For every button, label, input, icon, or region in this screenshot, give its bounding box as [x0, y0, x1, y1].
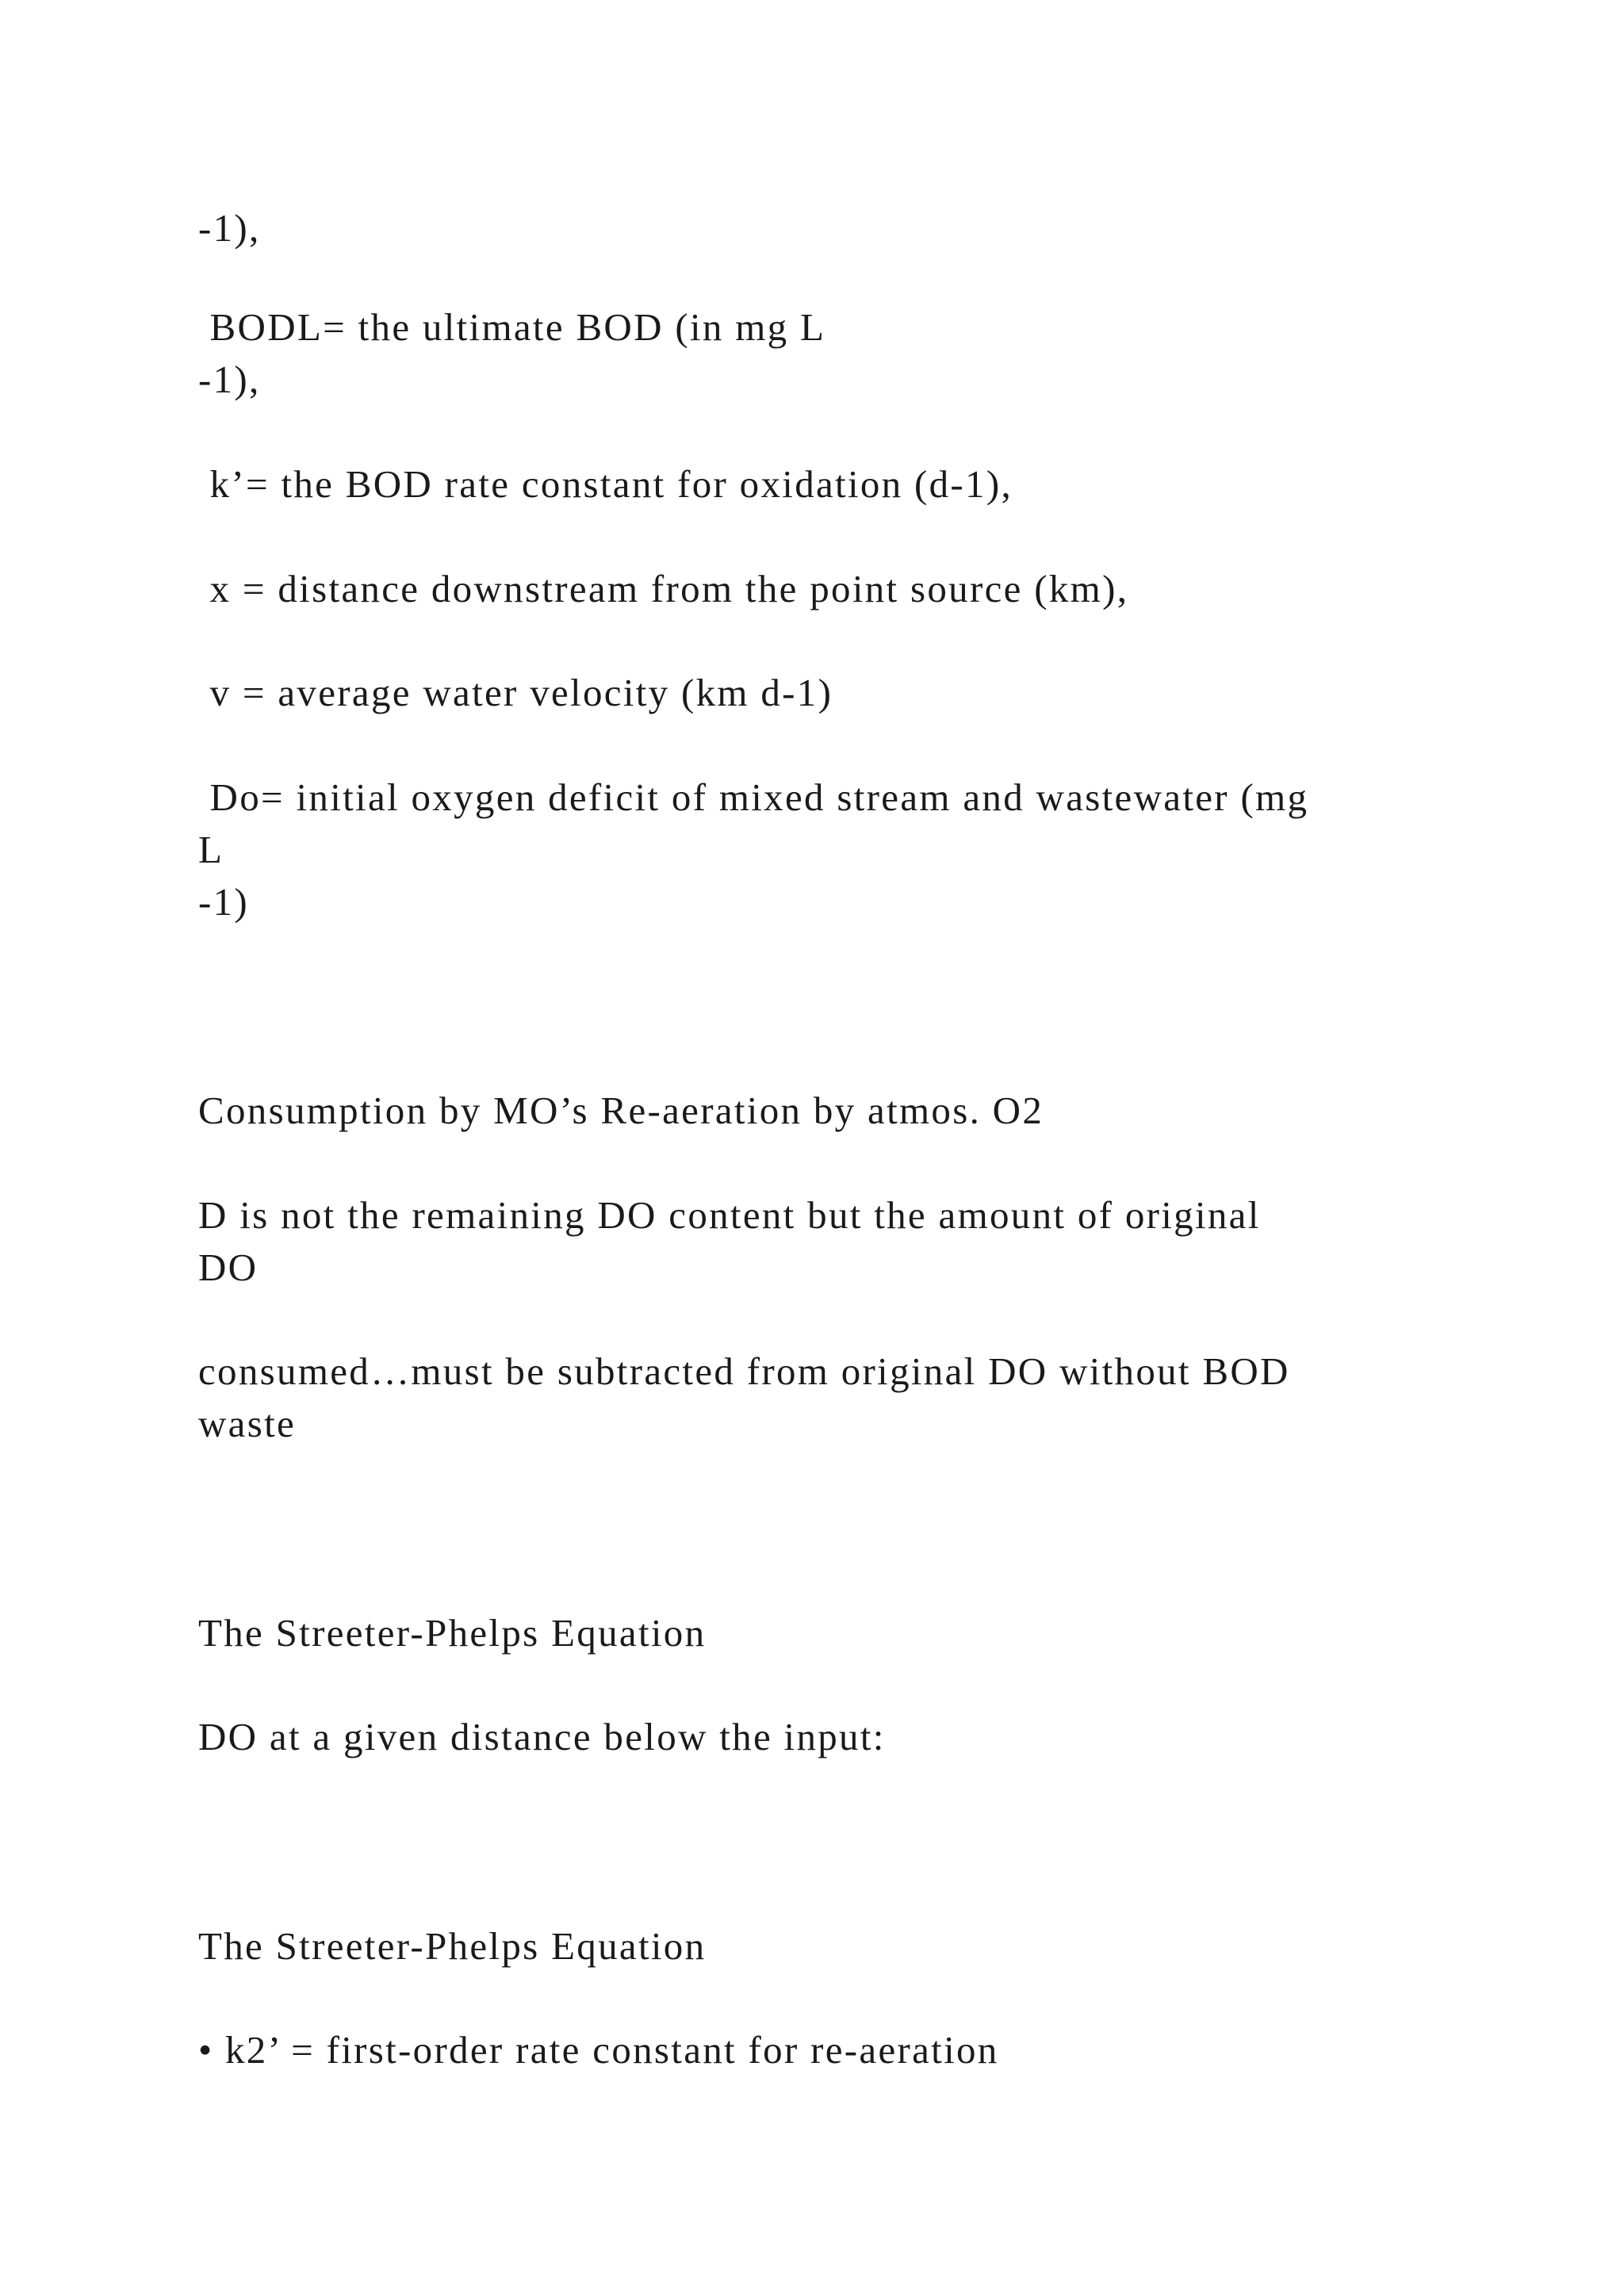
text-line: x = distance downstream from the point source (km), [198, 567, 1129, 610]
bullet-item: • k2’ = first-order rate constant for re-aeration [198, 2028, 999, 2072]
text-line: -1), [198, 358, 261, 401]
text-line: DO [198, 1246, 259, 1289]
text-line: D is not the remaining DO content but the amount of original [198, 1193, 1261, 1237]
text-line: Do= initial oxygen deficit of mixed stream and wastewater (mg [198, 775, 1309, 819]
section-heading: The Streeter-Phelps Equation [198, 1924, 707, 1968]
text-line: DO at a given distance below the input: [198, 1715, 886, 1758]
text-line: v = average water velocity (km d-1) [198, 671, 833, 714]
text-line: -1) [198, 880, 250, 924]
text-line: -1), [198, 206, 261, 250]
section-heading: The Streeter-Phelps Equation [198, 1611, 707, 1655]
text-line: Consumption by MO’s Re-aeration by atmos. O2 [198, 1089, 1044, 1132]
text-line: waste [198, 1402, 297, 1445]
text-line: k’= the BOD rate constant for oxidation (d-1), [198, 462, 1013, 506]
text-line: L [198, 828, 224, 871]
text-line: BODL= the ultimate BOD (in mg L [198, 305, 826, 349]
text-line: consumed…must be subtracted from original DO without BOD [198, 1349, 1290, 1393]
